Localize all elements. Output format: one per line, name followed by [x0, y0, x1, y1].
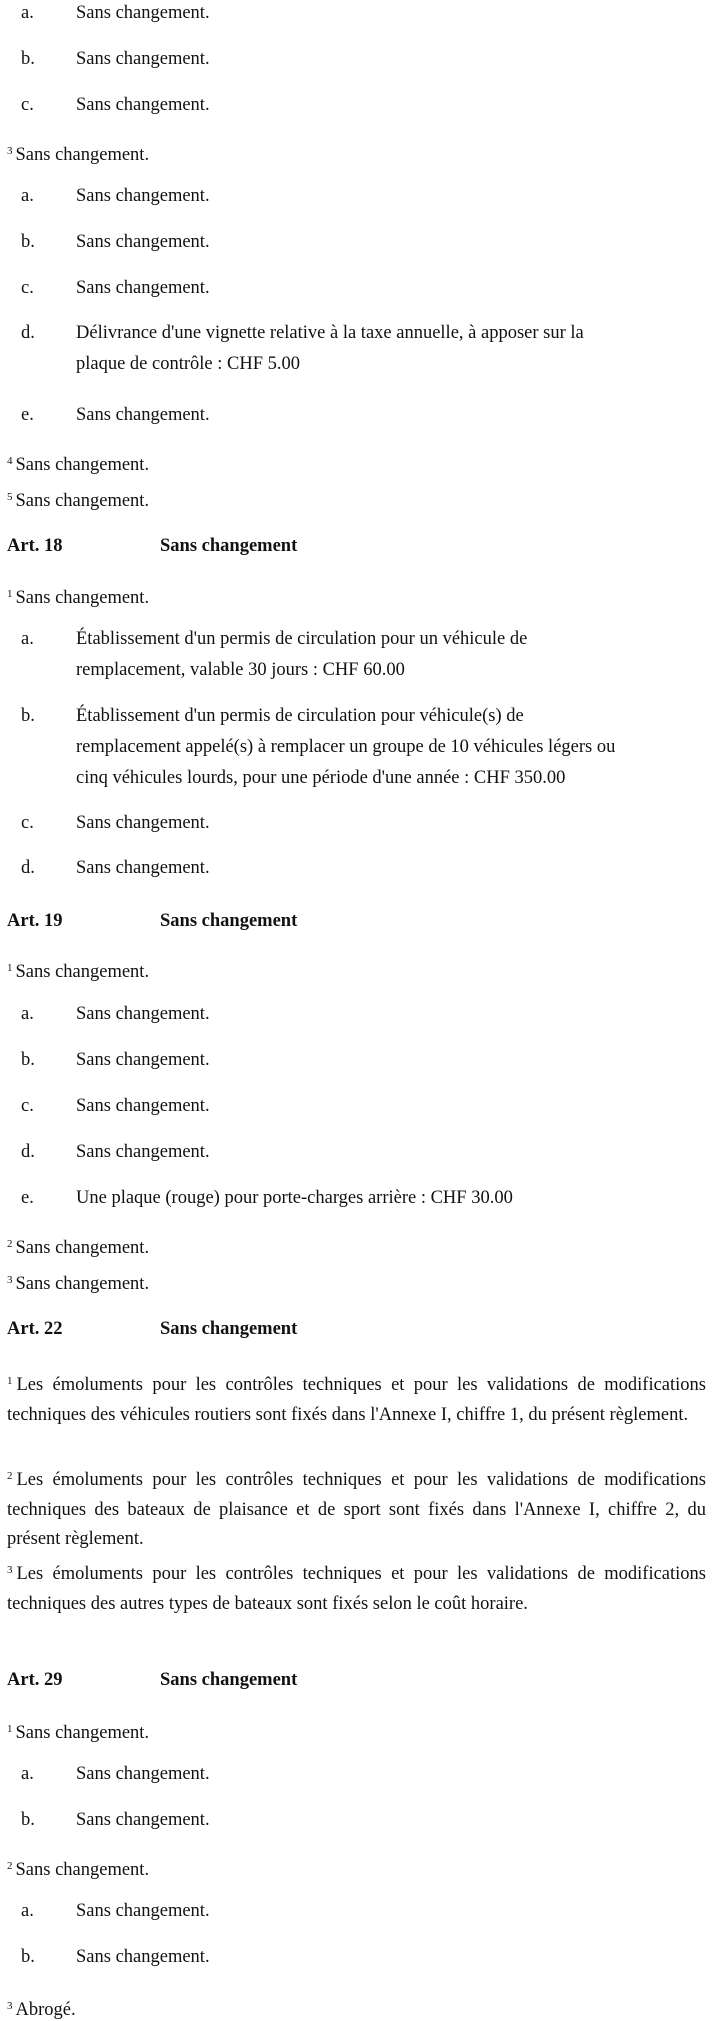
- numbered-paragraph: [7, 1233, 149, 1259]
- article-title: Sans changement: [160, 1319, 298, 1339]
- list-item-text: [76, 181, 210, 212]
- list-item-line: Délivrance d'une vignette relative à la taxe annuelle, à apposer sur la: [76, 323, 584, 343]
- article-paragraph: [7, 1556, 706, 1619]
- paragraph-text: Les émoluments pour les contrôles techniques et pour les validations de modifications techniques des autres types de bateaux sont fixés selon le coût horaire.: [7, 1564, 706, 1614]
- list-item-line: Sans changement.: [76, 405, 210, 425]
- list-item-line: Sans changement.: [76, 49, 210, 69]
- article-number: Art. 29: [7, 1670, 63, 1690]
- list-item-line: Sans changement.: [76, 1764, 210, 1784]
- list-marker: b.: [21, 49, 35, 69]
- paragraph-number: 1: [7, 1375, 13, 1387]
- list-item-text: [76, 624, 527, 686]
- list-marker: b.: [21, 1810, 35, 1830]
- article-heading: [7, 1318, 297, 1340]
- list-item-text: [76, 1137, 210, 1168]
- list-item-line: Sans changement.: [76, 232, 210, 252]
- article-paragraph: [7, 1462, 706, 1555]
- numbered-paragraph: [7, 957, 149, 983]
- list-marker: b.: [21, 706, 35, 726]
- article-title: Sans changement: [160, 1670, 298, 1690]
- article-number: Art. 22: [7, 1319, 63, 1339]
- numbered-paragraph: [7, 486, 149, 512]
- list-item-line: Sans changement.: [76, 95, 210, 115]
- list-marker: c.: [21, 1096, 34, 1116]
- list-item-line: Sans changement.: [76, 3, 210, 23]
- article-title: Sans changement: [160, 911, 298, 931]
- list-marker: b.: [21, 1947, 35, 1967]
- list-item-text: [76, 44, 210, 75]
- list-marker: a.: [21, 186, 34, 206]
- paragraph-text: Sans changement.: [15, 1274, 150, 1294]
- list-marker: b.: [21, 1050, 35, 1070]
- list-item-line: Sans changement.: [76, 186, 210, 206]
- numbered-paragraph: [7, 140, 149, 166]
- numbered-paragraph: [7, 1855, 149, 1881]
- paragraph-number: 1: [7, 588, 13, 600]
- list-item-line: remplacement appelé(s) à remplacer un groupe de 10 véhicules légers ou: [76, 737, 616, 757]
- list-marker: a.: [21, 629, 34, 649]
- list-item-line: Une plaque (rouge) pour porte-charges arrière : CHF 30.00: [76, 1188, 513, 1208]
- numbered-paragraph: [7, 1995, 76, 2021]
- paragraph-text: Sans changement.: [15, 1723, 150, 1743]
- list-item-line: Établissement d'un permis de circulation pour véhicule(s) de: [76, 706, 524, 726]
- list-item-line: Sans changement.: [76, 1810, 210, 1830]
- paragraph-text: Les émoluments pour les contrôles techniques et pour les validations de modifications techniques des bateaux de plaisance et de sport sont fixés dans l'Annexe I, chiffre 2, du présent règlement.: [7, 1470, 706, 1549]
- paragraph-text: Sans changement.: [15, 962, 150, 982]
- list-item-line: Sans changement.: [76, 858, 210, 878]
- paragraph-number: 1: [7, 1723, 13, 1735]
- list-item-line: Sans changement.: [76, 1142, 210, 1162]
- list-marker: b.: [21, 232, 35, 252]
- list-marker: d.: [21, 858, 35, 878]
- paragraph-number: 4: [7, 455, 13, 467]
- paragraph-number: 1: [7, 962, 13, 974]
- list-item-line: Sans changement.: [76, 813, 210, 833]
- numbered-paragraph: [7, 450, 149, 476]
- list-marker: a.: [21, 1764, 34, 1784]
- list-item-text: [76, 0, 210, 29]
- paragraph-number: 3: [7, 1274, 13, 1286]
- numbered-paragraph: [7, 1269, 149, 1295]
- list-item-line: Sans changement.: [76, 1050, 210, 1070]
- list-item-line: Établissement d'un permis de circulation pour un véhicule de: [76, 629, 528, 649]
- list-marker: a.: [21, 3, 34, 23]
- article-title: Sans changement: [160, 536, 298, 556]
- list-item-text: [76, 1942, 210, 1973]
- paragraph-number: 5: [7, 491, 13, 503]
- list-item-text: [76, 1045, 210, 1076]
- list-item-line: plaque de contrôle : CHF 5.00: [76, 354, 301, 374]
- article-paragraph: [7, 1367, 706, 1430]
- article-heading: [7, 910, 297, 932]
- list-item-text: [76, 853, 210, 884]
- paragraph-text: Sans changement.: [15, 491, 150, 511]
- paragraph-text: Sans changement.: [15, 588, 150, 608]
- list-item-text: [76, 808, 210, 839]
- paragraph-text: Sans changement.: [15, 1238, 150, 1258]
- paragraph-text: Sans changement.: [15, 1860, 150, 1880]
- list-item-text: [76, 227, 210, 258]
- paragraph-number: 2: [7, 1860, 13, 1872]
- article-heading: [7, 535, 297, 557]
- list-item-text: [76, 400, 210, 431]
- article-number: Art. 19: [7, 911, 63, 931]
- list-item-text: [76, 1183, 513, 1214]
- list-item-line: remplacement, valable 30 jours : CHF 60.00: [76, 660, 405, 680]
- list-marker: d.: [21, 1142, 35, 1162]
- paragraph-text: Sans changement.: [15, 455, 150, 475]
- paragraph-number: 2: [7, 1470, 13, 1482]
- list-item-text: [76, 999, 210, 1030]
- paragraph-number: 3: [7, 1564, 13, 1576]
- list-item-text: [76, 1759, 210, 1790]
- list-item-text: [76, 1805, 210, 1836]
- list-item-text: [76, 273, 210, 304]
- paragraph-number: 3: [7, 145, 13, 157]
- list-item-text: [76, 701, 615, 794]
- list-item-line: cinq véhicules lourds, pour une période d'une année : CHF 350.00: [76, 768, 566, 788]
- numbered-paragraph: [7, 583, 149, 609]
- list-marker: c.: [21, 813, 34, 833]
- article-heading: [7, 1669, 297, 1691]
- paragraph-text: Sans changement.: [15, 145, 150, 165]
- numbered-paragraph: [7, 1718, 149, 1744]
- list-item-line: Sans changement.: [76, 1901, 210, 1921]
- list-marker: a.: [21, 1004, 34, 1024]
- list-marker: e.: [21, 405, 34, 425]
- paragraph-number: 2: [7, 1238, 13, 1250]
- list-item-text: [76, 318, 584, 380]
- paragraph-text: Les émoluments pour les contrôles techniques et pour les validations de modifications techniques des véhicules routiers sont fixés dans l'Annexe I, chiffre 1, du présent règlement.: [7, 1375, 706, 1425]
- article-number: Art. 18: [7, 536, 63, 556]
- list-marker: d.: [21, 323, 35, 343]
- list-item-line: Sans changement.: [76, 1947, 210, 1967]
- list-marker: c.: [21, 278, 34, 298]
- list-marker: a.: [21, 1901, 34, 1921]
- list-item-text: [76, 1896, 210, 1927]
- paragraph-number: 3: [7, 2000, 13, 2012]
- list-item-text: [76, 1091, 210, 1122]
- list-item-text: [76, 90, 210, 121]
- list-item-line: Sans changement.: [76, 1004, 210, 1024]
- list-item-line: Sans changement.: [76, 278, 210, 298]
- list-item-line: Sans changement.: [76, 1096, 210, 1116]
- list-marker: c.: [21, 95, 34, 115]
- list-marker: e.: [21, 1188, 34, 1208]
- paragraph-text: Abrogé.: [15, 2000, 76, 2020]
